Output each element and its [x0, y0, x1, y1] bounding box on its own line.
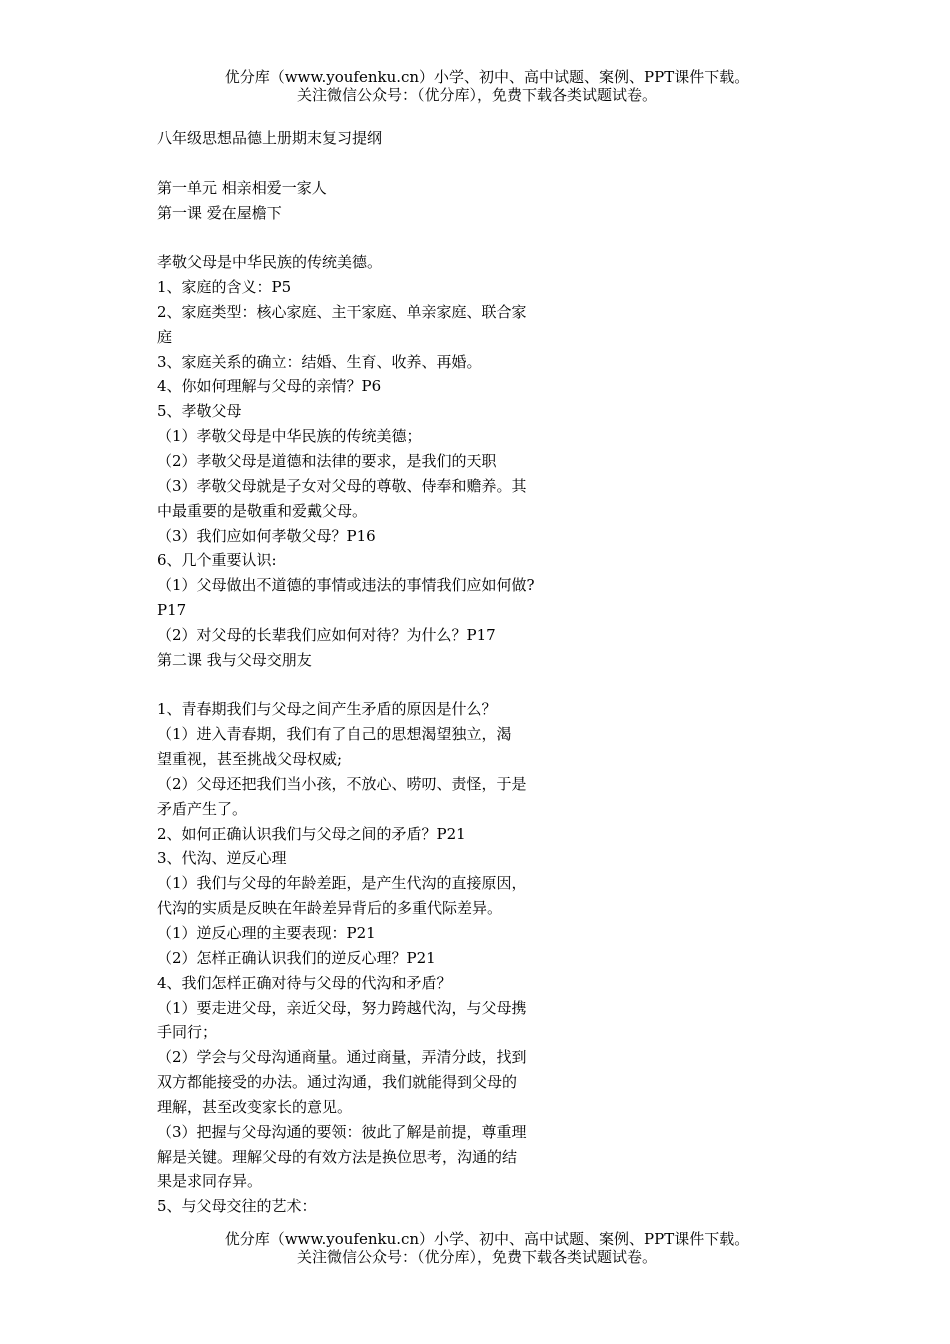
- text-line: 3、代沟、逆反心理: [157, 849, 287, 868]
- header-line-2: 关注微信公众号：（优分库），免费下载各类试题试卷。: [296, 86, 657, 104]
- text-line: 庭: [157, 327, 173, 346]
- blank-line: [157, 151, 587, 176]
- text-line: （2）对父母的长辈我们应如何对待？为什么？P17: [157, 625, 496, 644]
- text-line: 手同行；: [157, 1023, 218, 1042]
- text-line: 6、几个重要认识:: [157, 551, 277, 570]
- lesson-1-heading: 第一课 爱在屋檐下: [157, 203, 282, 222]
- text-line: 4、我们怎样正确对待与父母的代沟和矛盾？: [157, 973, 452, 992]
- header-line-1: 优分库（www.youfenku.cn）小学、初中、高中试题、案例、PPT课件下载。: [224, 68, 750, 86]
- text-line: 1、家庭的含义：P5: [157, 278, 292, 297]
- page-footer: [0, 1230, 950, 1266]
- blank-line: [157, 673, 587, 698]
- text-line: （2）怎样正确认识我们的逆反心理？P21: [157, 948, 436, 967]
- text-line: 矛盾产生了。: [157, 799, 248, 818]
- text-line: （2）学会与父母沟通商量。通过商量，弄清分歧，找到: [157, 1048, 527, 1067]
- lesson-2-content: [157, 697, 587, 1219]
- text-line: 3、家庭关系的确立：结婚、生育、收养、再婚。: [157, 352, 482, 371]
- text-line: 望重视，甚至挑战父母权威;: [157, 750, 343, 769]
- text-line: （1）父母做出不道德的事情或违法的事情我们应如何做?: [157, 576, 535, 595]
- text-line: 5、与父母交往的艺术：: [157, 1197, 317, 1216]
- text-line: （3）把握与父母沟通的要领：彼此了解是前提，尊重理: [157, 1122, 527, 1141]
- lesson-1-content: [157, 250, 587, 648]
- text-line: 4、你如何理解与父母的亲情？P6: [157, 377, 382, 396]
- document-title: 八年级思想品德上册期末复习提纲: [157, 129, 383, 147]
- page-header: [0, 68, 950, 104]
- text-line: （1）孝敬父母是中华民族的传统美德；: [157, 427, 422, 446]
- text-line: 代沟的实质是反映在年龄差异背后的多重代际差异。: [157, 899, 503, 918]
- text-line: 孝敬父母是中华民族的传统美德。: [157, 253, 383, 272]
- text-line: 中最重要的是敬重和爱戴父母。: [157, 501, 368, 520]
- text-line: （2）孝敬父母是道德和法律的要求，是我们的天职: [157, 451, 497, 470]
- text-line: （2）父母还把我们当小孩，不放心、唠叨、责怪，于是: [157, 774, 527, 793]
- text-line: 5、孝敬父母: [157, 402, 242, 421]
- text-line: （1）我们与父母的年龄差距，是产生代沟的直接原因，: [157, 874, 527, 893]
- lesson-2-heading: 第二课 我与父母交朋友: [157, 650, 312, 669]
- text-line: （1）进入青春期，我们有了自己的思想渴望独立，渴: [157, 725, 512, 744]
- text-line: 理解，甚至改变家长的意见。: [157, 1097, 353, 1116]
- document-body: [157, 126, 587, 1219]
- footer-line-2: 关注微信公众号：（优分库），免费下载各类试题试卷。: [296, 1248, 657, 1266]
- text-line: 2、家庭类型：核心家庭、主干家庭、单亲家庭、联合家: [157, 302, 527, 321]
- text-line: （3）孝敬父母就是子女对父母的尊敬、侍奉和赡养。其: [157, 476, 527, 495]
- blank-line: [157, 225, 587, 250]
- text-line: （3）我们应如何孝敬父母？P16: [157, 526, 376, 545]
- text-line: P17: [157, 601, 187, 620]
- text-line: （1）逆反心理的主要表现：P21: [157, 924, 376, 942]
- text-line: 1、青春期我们与父母之间产生矛盾的原因是什么？: [157, 700, 497, 719]
- footer-line-1: 优分库（www.youfenku.cn）小学、初中、高中试题、案例、PPT课件下载。: [224, 1230, 750, 1248]
- text-line: 双方都能接受的办法。通过沟通，我们就能得到父母的: [157, 1073, 518, 1092]
- text-line: （1）要走进父母，亲近父母，努力跨越代沟，与父母携: [157, 998, 527, 1017]
- unit-heading: 第一单元 相亲相爱一家人: [157, 178, 327, 197]
- text-line: 解是关键。理解父母的有效方法是换位思考，沟通的结: [157, 1147, 518, 1166]
- text-line: 果是求同存异。: [157, 1172, 263, 1191]
- text-line: 2、如何正确认识我们与父母之间的矛盾？P21: [157, 824, 466, 843]
